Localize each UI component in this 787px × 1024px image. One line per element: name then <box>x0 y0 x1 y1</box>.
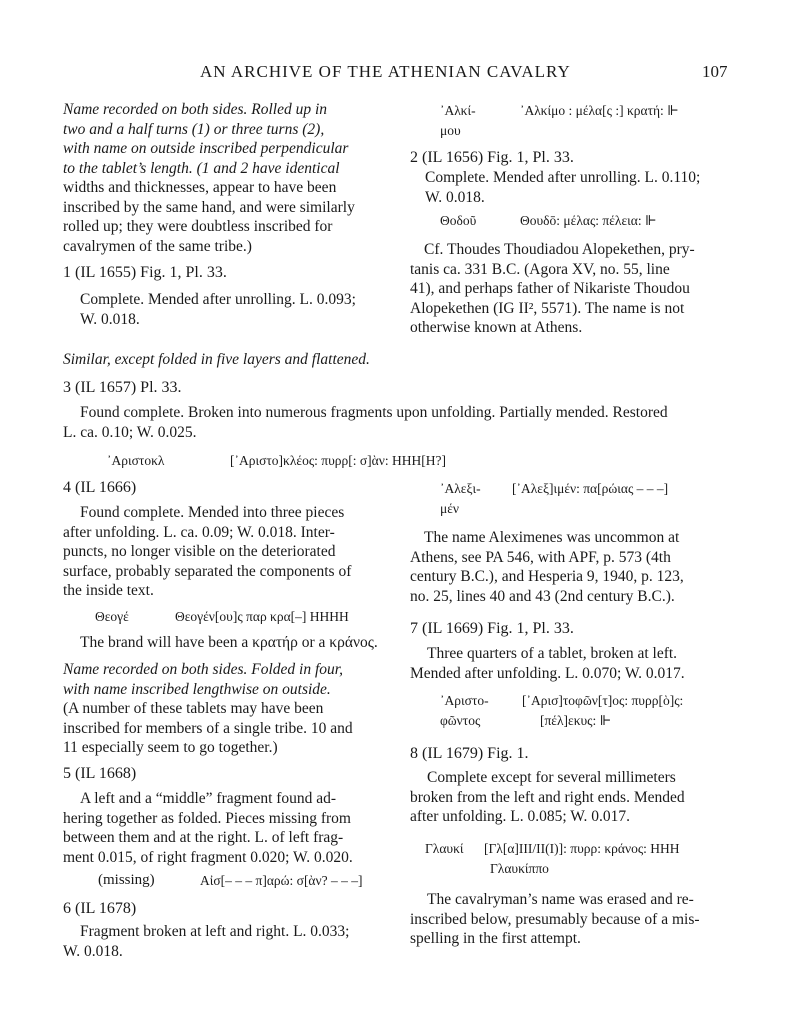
entry-7-heading: 7 (IL 1669) Fig. 1, Pl. 33. <box>410 620 574 637</box>
greek-inscription: Αἰσ[– – – π]αρώ: σ[ὰν? – – –] <box>200 873 363 888</box>
text-line: with name on outside inscribed perpendicular <box>63 140 349 157</box>
entry-4-heading: 4 (IL 1666) <box>63 479 137 496</box>
text-line: Name recorded on both sides. Rolled up in <box>63 101 328 118</box>
entry-1-text <box>80 290 380 329</box>
text-line: Alopekethen (IG II², 5571). The name is not <box>410 299 685 317</box>
entry-3-text <box>63 403 733 442</box>
entry-8-note <box>410 890 735 949</box>
entry-4-brand-note: The brand will have been a κρατήρ or a κράνος. <box>80 634 378 651</box>
text-line: W. 0.018. <box>63 942 123 960</box>
text-line: to the tablet’s length. (1 and 2 have identical <box>63 159 340 177</box>
greek-label: ᾿Αριστοκλ <box>107 453 165 468</box>
section-intro-similar: Similar, except folded in five layers and flattened. <box>63 351 370 368</box>
intro-section-2 <box>63 660 381 758</box>
greek-inscription: [πέλ]εκυς: ⊩ <box>540 713 612 728</box>
entry-2-heading: 2 (IL 1656) Fig. 1, Pl. 33. <box>410 149 574 166</box>
text-line: W. 0.018. <box>425 188 485 206</box>
entry-8-heading: 8 (IL 1679) Fig. 1. <box>410 745 529 762</box>
text-line: hering together as folded. Pieces missing from <box>63 809 351 827</box>
text-line: between them and at the right. L. of left frag- <box>63 829 344 846</box>
text-line: inscribed by the same hand, and were similarly <box>63 198 355 216</box>
entry-3-heading: 3 (IL 1657) Pl. 33. <box>63 379 182 396</box>
text-line: after unfolding. L. 0.085; W. 0.017. <box>410 808 630 825</box>
text-line: Athens, see PA 546, with APF, p. 573 (4th <box>410 548 671 566</box>
text-line: no. 25, lines 40 and 43 (2nd century B.C.). <box>410 587 675 605</box>
aleximenes-note <box>410 528 735 606</box>
text-line: the inside text. <box>63 582 154 599</box>
entry-6-text <box>63 922 381 961</box>
running-head: AN ARCHIVE OF THE ATHENIAN CAVALRY <box>200 62 571 81</box>
greek-inscription: Θεογέν[ου]ς παρ κρα[–] HHHH <box>175 609 349 624</box>
greek-inscription: ᾿Αλκίμο : μέλα[ς :] κρατή: ⊩ <box>520 103 679 118</box>
entry-5-heading: 5 (IL 1668) <box>63 765 137 782</box>
entry-2-text <box>425 168 735 207</box>
entry-1-heading: 1 (IL 1655) Fig. 1, Pl. 33. <box>63 264 227 281</box>
text-line: Complete. Mended after unrolling. L. 0.110; <box>425 169 701 186</box>
text-line: Cf. Thoudes Thoudiadou Alopekethen, pry- <box>424 241 695 258</box>
greek-label: Θοδοῦ <box>440 213 477 228</box>
greek-label: μου <box>440 123 461 138</box>
text-line: after unfolding. L. ca. 0.09; W. 0.018. Inter- <box>63 523 335 541</box>
text-line: Fragment broken at left and right. L. 0.033; <box>80 923 350 940</box>
entry-5-text <box>63 789 381 867</box>
greek-label: ᾿Αριστο- <box>440 693 489 708</box>
text-line: surface, probably separated the components of <box>63 562 352 580</box>
text-line: 41), and perhaps father of Nikariste Thoudou <box>410 280 690 297</box>
greek-inscription: Θουδō: μέλας: πέλεια: ⊩ <box>520 213 657 228</box>
greek-label: Γλαυκί <box>425 841 464 856</box>
text-line: puncts, no longer visible on the deteriorated <box>63 543 336 560</box>
entry-8-text <box>410 768 735 827</box>
greek-inscription: [᾿Αλεξ]ιμέν: πα[ρώιας – – –] <box>512 481 669 496</box>
greek-label: φῶντος <box>440 713 481 728</box>
text-line: Mended after unfolding. L. 0.070; W. 0.017. <box>410 664 685 682</box>
text-line: Complete except for several millimeters <box>427 769 676 786</box>
page-number: 107 <box>702 62 728 81</box>
text-line: cavalrymen of the same tribe.) <box>63 237 252 255</box>
greek-inscription: [᾿Αρισ]τοφῶν[τ]ος: πυρρ[ὸ]ς: <box>522 693 684 708</box>
text-line: century B.C.), and Hesperia 9, 1940, p. 123, <box>410 568 684 585</box>
text-line: with name inscribed lengthwise on outside. <box>63 680 331 698</box>
text-line: The cavalryman’s name was erased and re- <box>427 891 694 908</box>
text-line: ment 0.015, of right fragment 0.020; W. 0.020. <box>63 848 353 866</box>
entry-7-text <box>410 644 735 683</box>
entry-2-note <box>410 240 735 338</box>
text-line: broken from the left and right ends. Mended <box>410 788 685 806</box>
text-line: The name Aleximenes was uncommon at <box>424 529 680 546</box>
text-line: widths and thicknesses, appear to have been <box>63 179 337 196</box>
text-line: (A number of these tablets may have been <box>63 700 324 717</box>
text-line: W. 0.018. <box>80 310 140 328</box>
text-line: spelling in the first attempt. <box>410 930 581 947</box>
greek-label: ᾿Αλεξι- <box>440 481 481 496</box>
greek-label: Θεογέ <box>95 609 129 624</box>
text-line: Found complete. Broken into numerous fragments upon unfolding. Partially mended. Restored <box>80 404 668 421</box>
missing-label: (missing) <box>98 872 155 888</box>
text-line: L. ca. 0.10; W. 0.025. <box>63 423 197 441</box>
text-line: Found complete. Mended into three pieces <box>80 504 345 521</box>
text-line: inscribed below, presumably because of a mis- <box>410 910 700 928</box>
text-line: tanis ca. 331 B.C. (Agora XV, no. 55, line <box>410 260 670 278</box>
text-line: 11 especially seem to go together.) <box>63 739 278 756</box>
greek-label: ᾿Αλκί- <box>440 103 476 118</box>
text-line: Name recorded on both sides. Folded in four, <box>63 661 343 678</box>
greek-inscription-corrected: Γλαυκίππο <box>490 861 549 876</box>
text-line: A left and a “middle” fragment found ad- <box>80 790 337 807</box>
text-line: two and a half turns (1) or three turns (2), <box>63 120 325 138</box>
entry-6-heading: 6 (IL 1678) <box>63 900 137 917</box>
greek-inscription: [᾿Αριστο]κλέος: πυρρ[: σ]ὰν: HHH[H?] <box>230 453 446 468</box>
text-line: otherwise known at Athens. <box>410 319 583 336</box>
entry-4-text <box>63 503 381 601</box>
text-line: Complete. Mended after unrolling. L. 0.093; <box>80 291 356 308</box>
text-line: rolled up; they were doubtless inscribed for <box>63 218 333 235</box>
intro-section-1 <box>63 100 381 256</box>
greek-label: μέν <box>440 501 460 516</box>
text-line: Three quarters of a tablet, broken at left. <box>427 645 678 662</box>
greek-inscription: [Γλ[α]ΙΙΙ/ΙΙ(Ι)]: πυρρ: κράνος: HHH <box>484 841 680 856</box>
text-line: inscribed for members of a single tribe. 10 and <box>63 719 353 737</box>
